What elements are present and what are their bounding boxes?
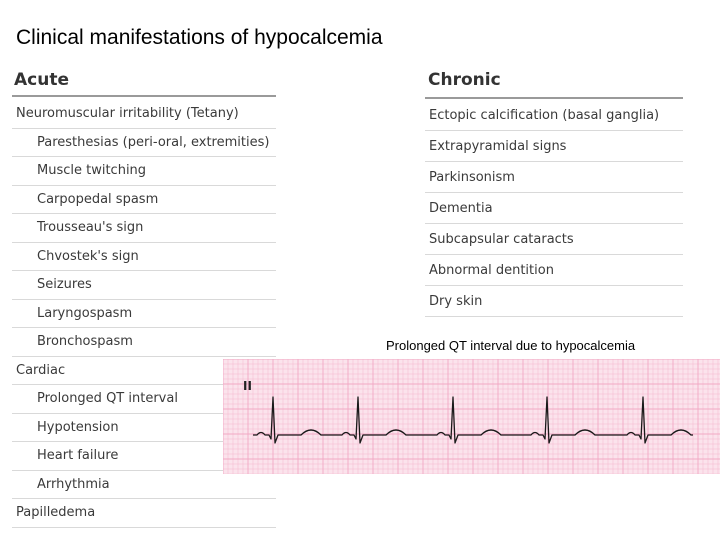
chronic-item-row: Dry skin [425,286,683,317]
acute-item-row: Laryngospasm [12,300,276,329]
chronic-item-row: Parkinsonism [425,162,683,193]
acute-item-row: Chvostek's sign [12,243,276,272]
acute-item-row: Prolonged QT interval [12,385,276,414]
slide-title: Clinical manifestations of hypocalcemia [16,26,383,49]
acute-item-row: Hypotension [12,414,276,443]
acute-item-row: Carpopedal spasm [12,186,276,215]
acute-item-row: Arrhythmia [12,471,276,500]
ecg-chart [223,359,720,474]
chronic-item-row: Subcapsular cataracts [425,224,683,255]
chronic-item-row: Extrapyramidal signs [425,131,683,162]
acute-item-row: Paresthesias (peri-oral, extremities) [12,129,276,158]
chronic-heading-rule [425,97,683,99]
acute-item-row: Bronchospasm [12,328,276,357]
acute-item-row: Muscle twitching [12,157,276,186]
acute-heading: Acute [14,70,69,90]
chronic-item-row: Abnormal dentition [425,255,683,286]
acute-heading-rule [12,95,276,97]
ecg-background [223,359,720,474]
chronic-heading: Chronic [428,70,501,90]
acute-category-row: Cardiac [12,357,276,386]
acute-category-row: Neuromuscular irritability (Tetany) [12,100,276,129]
chronic-item-row: Ectopic calcification (basal ganglia) [425,100,683,131]
acute-item-row: Heart failure [12,442,276,471]
ecg-lead-label: II [243,379,252,393]
acute-item-row: Trousseau's sign [12,214,276,243]
ecg-strip [223,359,720,474]
acute-item-row: Seizures [12,271,276,300]
chronic-list [425,100,683,317]
acute-category-row: Papilledema [12,499,276,528]
chronic-item-row: Dementia [425,193,683,224]
ecg-caption: Prolonged QT interval due to hypocalcemia [386,338,636,353]
